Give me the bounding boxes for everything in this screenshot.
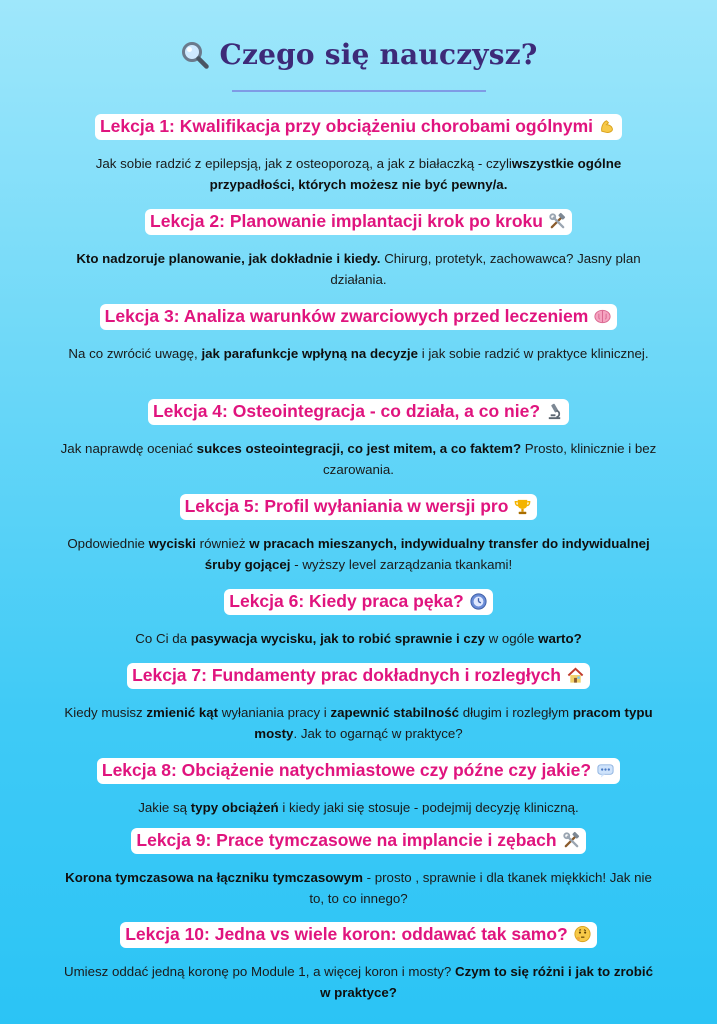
lesson-title-row — [0, 304, 717, 330]
lesson-title: Lekcja 9: Prace tymczasowe na implancie i zębach — [136, 830, 557, 850]
lesson-title: Lekcja 7: Fundamenty prac dokładnych i rozległych — [132, 665, 561, 685]
trophy-icon — [513, 497, 532, 516]
lesson-title: Lekcja 6: Kiedy praca pęka? — [229, 591, 464, 611]
description-text: Opdowiednie — [67, 536, 149, 551]
lesson-description — [0, 248, 717, 290]
lesson-title: Lekcja 10: Jedna vs wiele koron: oddawać tak samo? — [125, 924, 568, 944]
description-text: - prosto , sprawnie i dla tkanek miękkich! Jak nie to, to co innego? — [309, 870, 652, 906]
lesson-description — [0, 628, 717, 649]
description-text: Jak naprawdę oceniać — [60, 441, 197, 456]
lesson-title: Lekcja 8: Obciążenie natychmiastowe czy późne czy jakie? — [101, 760, 592, 780]
lesson-title: Lekcja 3: Analiza warunków zwarciowych przed leczeniem — [104, 306, 589, 326]
lesson-description — [0, 867, 717, 909]
description-text: Jakie są — [138, 800, 191, 815]
description-text: Jak sobie radzić z epilepsją, jak z osteoporozą, a jak z białaczką - czyli — [95, 156, 512, 171]
lesson-5 — [0, 494, 717, 575]
description-bold-text: pasywacja wycisku, jak to robić sprawnie i czy — [190, 631, 485, 646]
lesson-title: Lekcja 4: Osteointegracja - co działa, a co nie? — [152, 401, 541, 421]
description-text: Na co zwrócić uwagę, — [68, 346, 202, 361]
speech-bubble-icon — [596, 761, 615, 780]
lesson-title-badge — [224, 589, 492, 615]
description-bold-text: Kto nadzoruje planowanie, jak dokładnie i kiedy. — [76, 251, 381, 266]
brain-icon — [593, 307, 612, 326]
title-divider — [232, 90, 486, 92]
lesson-description — [0, 702, 717, 744]
description-bold-text: w pracach mieszanych, indywidualny transfer do indywidualnej śruby gojącej — [204, 536, 650, 572]
description-text: Chirurg, protetyk, zachowawca? Jasny plan działania. — [330, 251, 641, 287]
description-text: . Jak to ogarnąć w praktyce? — [293, 726, 463, 741]
lesson-title-badge — [180, 494, 538, 520]
lesson-title-row — [0, 209, 717, 235]
description-text: Umiesz oddać jedną koronę po Module 1, a więcej koron i mosty? — [63, 964, 455, 979]
lesson-title: Lekcja 2: Planowanie implantacji krok po kroku — [150, 211, 543, 231]
thinking-face-icon — [573, 925, 592, 944]
description-bold-text: jak parafunkcje wpłyną na decyzje — [201, 346, 418, 361]
description-text: i kiedy jaki się stosuje - podejmij decyzję kliniczną. — [278, 800, 579, 815]
lesson-title-row — [0, 922, 717, 948]
description-bold-text: pracom typu mosty — [254, 705, 653, 741]
lesson-description — [0, 153, 717, 195]
flexed-biceps-icon — [598, 117, 617, 136]
lesson-title-row — [0, 663, 717, 689]
lesson-title-badge — [127, 663, 590, 689]
lesson-title-badge — [131, 828, 585, 854]
description-text: i jak sobie radzić w praktyce klinicznej. — [418, 346, 649, 361]
lesson-6 — [0, 589, 717, 649]
description-bold-text: Czym to się różni i jak to zrobić w praktyce? — [320, 964, 653, 1000]
description-text: w ogóle — [484, 631, 539, 646]
house-icon — [566, 666, 585, 685]
lesson-title-row — [0, 828, 717, 854]
description-bold-text: Korona tymczasowa na łączniku tymczasowym — [65, 870, 363, 885]
lesson-1 — [0, 114, 717, 195]
description-text: Co Ci da — [135, 631, 191, 646]
hammer-wrench-icon — [562, 831, 581, 850]
description-text: również — [195, 536, 250, 551]
description-text: Kiedy musisz — [64, 705, 147, 720]
lesson-description — [0, 961, 717, 1003]
lesson-title-badge — [148, 399, 569, 425]
hammer-wrench-icon — [548, 212, 567, 231]
page-header — [0, 38, 717, 71]
magnifier-icon — [180, 40, 210, 70]
lesson-title-row — [0, 494, 717, 520]
description-bold-text: wszystkie ogólne przypadłości, których możesz nie być pewny/a. — [209, 156, 622, 192]
description-text: Prosto, klinicznie i bez czarowania. — [323, 441, 657, 477]
description-bold-text: zapewnić stabilność — [330, 705, 460, 720]
lesson-title-row — [0, 758, 717, 784]
lesson-title-badge — [100, 304, 618, 330]
lesson-9 — [0, 828, 717, 909]
microscope-icon — [545, 402, 564, 421]
lesson-description — [0, 533, 717, 575]
lesson-7 — [0, 663, 717, 744]
lesson-title: Lekcja 5: Profil wyłaniania w wersji pro — [184, 496, 509, 516]
alarm-face-icon — [469, 592, 488, 611]
description-bold-text: wyciski — [148, 536, 196, 551]
lesson-4 — [0, 399, 717, 480]
description-text: - wyższy level zarządzania tkankami! — [290, 557, 513, 572]
page-title: Czego się nauczysz? — [219, 38, 538, 71]
lesson-title-badge — [97, 758, 620, 784]
lesson-description — [0, 797, 717, 818]
lesson-title: Lekcja 1: Kwalifikacja przy obciążeniu chorobami ogólnymi — [99, 116, 594, 136]
lesson-description — [0, 343, 717, 364]
lesson-title-row — [0, 114, 717, 140]
lesson-10 — [0, 922, 717, 1003]
description-bold-text: sukces osteointegracji, co jest mitem, a co faktem? — [196, 441, 522, 456]
lesson-title-badge — [120, 922, 597, 948]
lesson-title-row — [0, 589, 717, 615]
lesson-title-row — [0, 399, 717, 425]
description-bold-text: typy obciążeń — [190, 800, 279, 815]
lesson-8 — [0, 758, 717, 818]
description-text: długim i rozległym — [459, 705, 573, 720]
lesson-title-badge — [95, 114, 622, 140]
description-text: wyłaniania pracy i — [218, 705, 331, 720]
description-bold-text: zmienić kąt — [146, 705, 219, 720]
lesson-title-badge — [145, 209, 572, 235]
description-bold-text: warto? — [538, 631, 582, 646]
lesson-description — [0, 438, 717, 480]
lesson-2 — [0, 209, 717, 290]
lesson-3 — [0, 304, 717, 364]
